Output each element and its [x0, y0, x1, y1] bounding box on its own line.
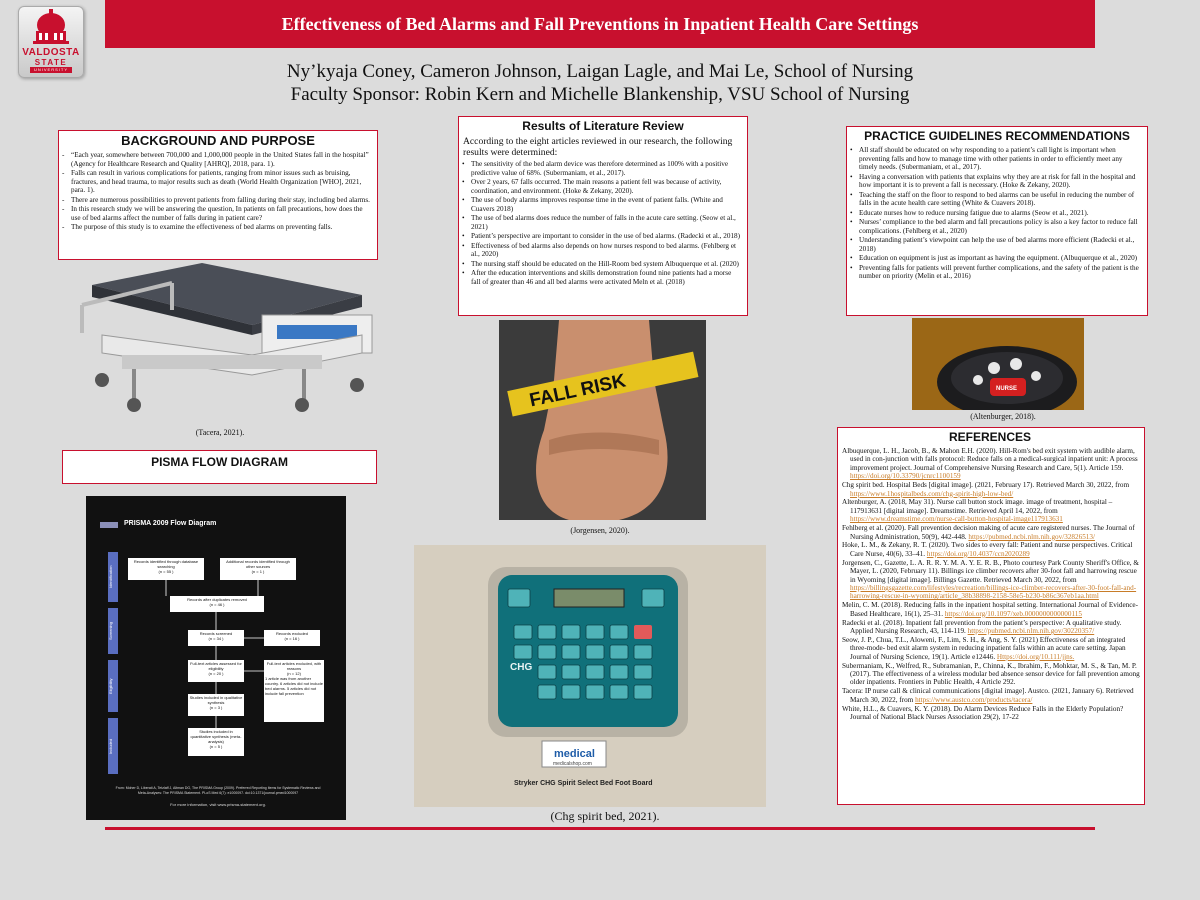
- flow-stage-eligibility: Eligibility: [108, 660, 118, 712]
- reference-link[interactable]: https://www.dreamstime.com/nurse-call-button-hospital-image117913631: [850, 515, 1063, 524]
- building-dome-icon: [29, 9, 73, 47]
- footboard-control-panel-image: [414, 545, 766, 807]
- flow-box-fulltext: Full-text articles assessed for eligibility (n = 20 ): [188, 660, 244, 682]
- reference-link[interactable]: Https://doi.org/10.111/jjns.: [996, 652, 1075, 661]
- list-item: - Falls can result in various complications for patients, ranging from minor issues such as bruising, fractures, and head trauma, to major results such as death (World Health Organization [WHO], 2021, para. 1).: [59, 169, 371, 195]
- background-heading: BACKGROUND AND PURPOSE: [121, 133, 315, 148]
- poster-title-bar: [105, 0, 1095, 48]
- pisma-heading-box: [62, 450, 377, 484]
- flow-stage-included: Included: [108, 718, 118, 774]
- flow-stage-screening: Screening: [108, 608, 118, 654]
- reference-item: Radecki et al. (2018). Inpatient fall prevention from the patient’s perspective: A qualitative study. Applied Nursing Research, 43, 114-119. https://pubmed.ncbi.nlm.nih.gov/30220357/: [842, 618, 1122, 636]
- list-item: - In this research study we will be answering the question, In patients on fall precautions, how does the use of bed alarms affect the number of falls during in patient care?: [59, 205, 371, 222]
- reference-item: Fehlberg et al. (2020). Fall prevention decision making of acute care registered nurses. The Journal of Nursing Administration, 50(9), 442-448. https://pubmed.ncbi.nlm.nih.gov/32826513/: [842, 524, 1135, 541]
- wristband-text: FALL RISK: [527, 370, 628, 412]
- fall-risk-wristband-image: [499, 320, 706, 520]
- authors-block: [180, 60, 1020, 106]
- background-panel: [58, 130, 378, 260]
- reference-link[interactable]: https://www.1hospitalbeds.com/chg-spirit-high-low-bed/: [850, 489, 1014, 498]
- footboard-brand: CHG: [510, 662, 533, 673]
- practice-heading: PRACTICE GUIDELINES RECOMMENDATIONS: [864, 129, 1130, 143]
- list-item: • Patient’s perspective are important to consider in the use of bed alarms. (Radecki et al., 2018): [459, 232, 741, 241]
- pisma-heading: PISMA FLOW DIAGRAM: [151, 455, 288, 469]
- reference-link[interactable]: https://www.austco.com/products/tacera/: [915, 695, 1033, 704]
- bottom-divider: [105, 827, 1095, 830]
- footboard-logo-sub: medicalshop.com: [553, 761, 592, 767]
- list-item: • The nursing staff should be educated on the Hill-Room bed system Albuquerque et al. (2020): [459, 260, 741, 269]
- flow-box-identified: Records identified through database searching (n = 55 ): [128, 558, 204, 580]
- poster-title: Effectiveness of Bed Alarms and Fall Preventions in Inpatient Health Care Settings: [281, 13, 919, 34]
- prisma-flow-diagram-image: [86, 496, 346, 820]
- reference-item: White, H.L., & Cuavers, K. Y. (2018). Do Alarm Devices Reduce Falls in the Elderly Population? Journal of National Black Nurses Association 29(2), 17-22: [842, 704, 1124, 722]
- wrist-caption: (Jorgensen, 2020).: [570, 526, 630, 535]
- flow-box-excluded: Records excluded (n = 16 ): [264, 630, 320, 646]
- list-item: • Having a conversation with patients that explains why they are at risk for fall in the hospital and how important it is to prevent a fall is necessary. (Hoke & Zekany, 2020).: [847, 173, 1141, 190]
- reference-link[interactable]: https://billingsgazette.com/lifestyles/recreation/billings-ice-climber-recovers-after-30-foot-fall-and-harrowing-rescue-in-wyoming/article_38b38898-2158-58e5-b230-b86c367eb1aa.html: [850, 584, 1137, 601]
- reference-item: Subermaniam, K., Welfred, R., Subramanian, P., Chinna, K., Ibrahim, F., Mohktar, M. S., & Tan, M. P. (2017). The effectiveness of a wireless modular bed absence sensor device for fall prevention among older inpatients. Frontiers in Public Health, 4 Article 292.: [842, 661, 1140, 687]
- list-item: • The sensitivity of the bed alarm device was therefore determined as 100% with a positive predictive value of 68%. (Subermaniam, et al., 2017).: [459, 160, 741, 177]
- flow-arrows: [86, 496, 346, 820]
- list-item: • Educate nurses how to reduce nursing fatigue due to alarms (Seow et al., 2021).: [847, 209, 1141, 218]
- flow-box-qualitative: Studies included in qualitative synthesis (n = 3 ): [188, 694, 244, 716]
- nurse-call-remote-image: [912, 318, 1084, 410]
- flow-box-screened: Records screened (n = 34 ): [188, 630, 244, 646]
- reference-item: Altenburger, A. (2018, May 31). Nurse call button stock image. image of treatment, hospital – 117913631 [digital image]. Dreamstime. Retrieved April 14, 2022, from https://www.dreamstime.com/nurse-call-button-hospital-image117913631: [842, 498, 1113, 524]
- sponsor-line: Faculty Sponsor: Robin Kern and Michelle Blankenship, VSU School of Nursing: [290, 84, 910, 105]
- list-item: • Teaching the staff on the floor to respond to bed alarms can be useful in reducing the number of falls in the acute health care setting (White & Cuavers 2018).: [847, 191, 1141, 208]
- authors-line: Ny’kyaja Coney, Cameron Johnson, Laigan Lagle, and Mai Le, School of Nursing: [286, 61, 914, 82]
- list-item: • Effectiveness of bed alarms also depends on how nurses respond to bed alarms. (Fehlberg et al., 2020): [459, 242, 741, 259]
- flow-box-duplicates: Records after duplicates removed (n = 46 ): [170, 596, 264, 612]
- list-item: • The use of body alarms improves response time in the event of patient falls. (White and Cuavers 2018): [459, 196, 741, 213]
- bed-caption: (Tacera, 2021).: [195, 428, 245, 437]
- references-heading: REFERENCES: [948, 430, 1031, 444]
- literature-intro: According to the eight articles reviewed in our research, the following results were determined:: [463, 136, 733, 158]
- flow-box-quantitative: Studies included in quantitative synthesis (meta-analysis) (n = 5 ): [188, 728, 244, 756]
- list-item: - “Each year, somewhere between 700,000 and 1,000,000 people in the United States fall in the hospital” (Agency for Healthcare Research and Quality [AHRQ], 2018, para. 1).: [59, 151, 371, 168]
- reference-link[interactable]: https://pubmed.ncbi.nlm.nih.gov/32826513/: [968, 532, 1095, 541]
- literature-panel: [458, 116, 748, 316]
- literature-list: [459, 160, 747, 286]
- list-item: • All staff should be educated on why responding to a patient’s call light is important when preventing falls and how to manage time with other patients in order to efficiently meet any timely needs. (Subermaniam, et al., 2017).: [847, 146, 1141, 172]
- flow-box-additional: Additional records identified through other sources (n = 1 ): [220, 558, 296, 580]
- list-item: - There are numerous possibilities to prevent patients from falling during their stay, including bed alarms.: [59, 196, 371, 205]
- footboard-image-caption: Stryker CHG Spirit Select Bed Foot Board: [514, 780, 653, 787]
- list-item: • Understanding patient’s viewpoint can help the use of bed alarms more efficient (Radecki et al., 2018): [847, 236, 1141, 253]
- background-list: [59, 151, 377, 232]
- reference-item: Melin, C. M. (2018). Reducing falls in the inpatient hospital setting. International Journal of Evidence-Based Healthcare, 16(1), 25–31. https://doi.org/10.1097/xeb.0000000000000115: [842, 601, 1139, 618]
- list-item: • Preventing falls for patients will prevent further complications, and the safety of the patient is the number on priority (Melin et al., 2016): [847, 264, 1141, 281]
- remote-nurse-button-text: NURSE: [996, 386, 1018, 392]
- list-item: - The purpose of this study is to examine the effectiveness of bed alarms on preventing falls.: [59, 223, 371, 232]
- list-item: • Education on equipment is just as important as having the equipment. (Albuquerque et al., 2020): [847, 254, 1141, 263]
- footboard-logo-text: medical: [554, 748, 595, 760]
- literature-heading: Results of Literature Review: [522, 119, 684, 133]
- reference-link[interactable]: https://doi.org/10.4037/ccn2020289: [926, 549, 1030, 558]
- flow-stage-identification: Identification: [108, 552, 118, 602]
- flow-title: PRISMA 2009 Flow Diagram: [124, 520, 217, 527]
- practice-panel: [846, 126, 1148, 316]
- hospital-bed-image: [62, 255, 382, 425]
- logo-word-valdosta: VALDOSTA: [22, 47, 80, 58]
- practice-list: [847, 146, 1147, 281]
- reference-item: Chg spirit bed. Hospital Beds [digital image]. (2021, February 17). Retrieved March 30, 2022, from https://www.1hospitalbeds.com/chg-spirit-high-low-bed/: [842, 481, 1130, 498]
- flow-more-info: For more information, visit www.prisma-statement.org.: [170, 802, 266, 807]
- flow-footnote: From: Moher D, Liberati A, Tetzlaff J, Altman DG, The PRISMA Group (2009). Preferred Reporting Items for Systematic Reviews and Meta-Analyses: The PRISMA Statement. PLoS Med 6(7): e1000097. doi:10.1371/journal.pmed1000097: [115, 786, 321, 795]
- reference-item: Albuquerque, L. H., Jacob, B., & Mahon E.H. (2020). Hill-Rom's bed exit system with audible alarm, used in con-junction with falls protocol: Reduce falls on a medical-surgical inpatient unit: A process improvement project. Journal of Comprehensive Nursing Research and Care, 5(1). Article 159. https://doi.org/10.33790/jcnrc1100159: [842, 447, 1138, 481]
- remote-caption: (Altenburger, 2018).: [970, 412, 1036, 421]
- reference-link[interactable]: https://doi.org/10.1097/xeb.0000000000000115: [944, 609, 1082, 618]
- logo-word-university: UNIVERSITY: [30, 67, 72, 73]
- reference-link[interactable]: https://doi.org/10.33790/jcnrc1100159: [850, 472, 961, 481]
- list-item: • After the education interventions and skills demonstration found nine patients had a morse fall of greater than 46 and all bed alarms were activated Meln et al. (2018): [459, 269, 741, 286]
- reference-item: Jorgensen, C., Gazette, L. A. R. R. Y. M. A. Y. E. R. B., Photo courtesy Park County Sheriff's Office, & Mayer, L. (2020, February 11). Billings ice climber recovers after 30-foot fall and harrowing rescue in Wyoming [digital image]. Billings Gazette. Retrieved March 30, 2022, from https://billingsgazette.com/lifestyles/recreation/billings-ice-climber-recovers-after-30-foot-fall-and-harrowing-rescue-in-wyoming/article_38b38898-2158-58e5-b230-b86c367eb1aa.html: [842, 558, 1139, 601]
- list-item: • Over 2 years, 67 falls occurred. The main reasons a patient fell was because of activity, coordination, and environment. (Hoke & Zekany, 2020).: [459, 178, 741, 195]
- references-panel: [837, 427, 1145, 805]
- list-item: • The use of bed alarms does reduce the number of falls in the acute care setting. (Seow et al., 2021): [459, 214, 741, 231]
- footboard-caption: (Chg spirit bed, 2021).: [550, 809, 660, 823]
- logo-word-state: STATE: [34, 58, 68, 67]
- flow-box-fulltext-excluded: Full-text articles excluded, with reasons (n = 12) 1 article was from another country. 6 articles did not include bed alarms. 5 articles did not include fall prevention: [264, 660, 324, 722]
- reference-item: Hoke, L. M., & Zekany, R. T. (2020). Two sides to every fall: Patient and nurse perspectives. Critical Care Nurse, 40(6), 33–41. https://doi.org/10.4037/ccn2020289: [842, 541, 1133, 558]
- university-logo: [18, 6, 84, 78]
- reference-item: Tacera: IP nurse call & clinical communications [digital image]. Austco. (2021, January 6). Retrieved March 30, 2022, from https://www.austco.com/products/tacera/: [842, 687, 1134, 704]
- list-item: • Nurses’ compliance to the bed alarm and fall precautions policy is also a key factor to reduce fall complications. (Fehlberg et al., 2020): [847, 218, 1141, 235]
- reference-link[interactable]: https://pubmed.ncbi.nlm.nih.gov/30220357/: [967, 627, 1095, 636]
- reference-item: Seow, J. P., Chua, T.L., Aloweni, F., Lim, S. H., & Ang, S. Y. (2021) Effectiveness of an integrated three-mode- bed exit alarm system in reducing inpatient falls within an acute care setting. Japan Journal of Nursing Science, 19(1). Article e12446. Https://doi.org/10.111/jjns.: [842, 635, 1126, 661]
